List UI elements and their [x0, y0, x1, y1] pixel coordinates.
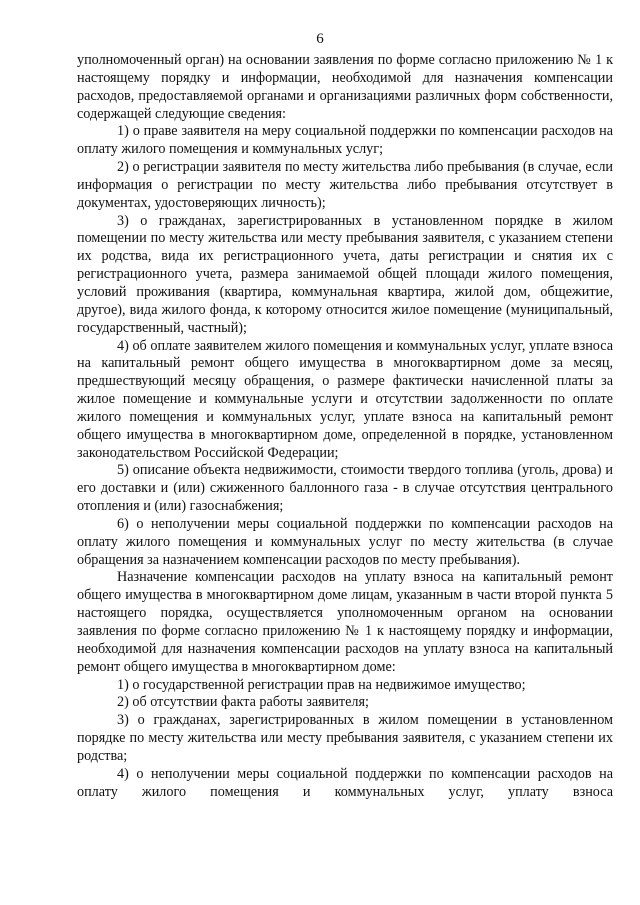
paragraph-item-5: 5) описание объекта недвижимости, стоимости твердого топлива (уголь, дрова) и его доставки и (или) сжиженного баллонного газа - в случае отсутствия центрального отопления и (или) газоснабжения;: [77, 462, 613, 515]
paragraph-sub-item-1: 1) о государственной регистрации прав на недвижимое имущество;: [117, 676, 526, 693]
paragraph-capital-repair: Назначение компенсации расходов на уплату взноса на капитальный ремонт общего имущества в многоквартирном доме лицам, указанным в части второй пункта 5 настоящего порядка, осуществляется уполномоченным органом на основании заявления по форме согласно приложению № 1 к настоящему порядку и информации, необходимой для назначения компенсации расходов на уплату взноса на капитальный ремонт общего имущества в многоквартирном доме:: [77, 569, 613, 675]
paragraph-sub-item-2: 2) об отсутствии факта работы заявителя;: [117, 694, 369, 711]
paragraph-item-2: 2) о регистрации заявителя по месту жительства либо пребывания (в случае, если информация о регистрации по месту жительства либо пребывания отсутствует в документах, удостоверяющих личность);: [77, 159, 613, 211]
paragraph-sub-item-3: 3) о гражданах, зарегистрированных в жилом помещении в установленном порядке по месту жительства или месту пребывания заявителя, с указанием степени их родства;: [77, 712, 613, 764]
paragraph-sub-item-4: 4) о неполучении меры социальной поддержки по компенсации расходов на оплату жилого помещения и коммунальных услуг, уплату взноса: [77, 765, 613, 800]
paragraph-item-3: 3) о гражданах, зарегистрированных в установленном порядке в жилом помещении по месту жительства или месту пребывания заявителя, с указанием степени их родства, вида их регистрационного учета, даты регистрации и снятия их с регистрационного учета, размера занимаемой общей площади жилого помещения, условий проживания (квартира, коммунальная квартира, жилой дом, общежитие, другое), вида жилого фонда, к которому относится жилое помещение (муниципальный, государственный, частный);: [77, 212, 613, 336]
paragraph-item-6: 6) о неполучении меры социальной поддержки по компенсации расходов на оплату жилого помещения и коммунальных услуг по месту жительства (в случае обращения за назначением компенсации расходов по месту пребывания).: [77, 515, 613, 568]
paragraph-item-4: 4) об оплате заявителем жилого помещения и коммунальных услуг, уплате взноса на капитальный ремонт общего имущества в многоквартирном доме за месяц, предшествующий месяцу обращения, о размере фактически начисленной платы за жилое помещение и коммунальные услуги и отсутствии задолженности по оплате жилого помещения и коммунальных услуг, уплате взноса на капитальный ремонт общего имущества в многоквартирном доме, определенной в порядке, установленном законодательством Российской Федерации;: [77, 337, 613, 461]
page-number: 6: [316, 31, 324, 47]
document-body: [77, 52, 613, 801]
paragraph-intro: уполномоченный орган) на основании заявления по форме согласно приложению № 1 к настоящему порядку и информации, необходимой для назначения компенсации расходов, предоставляемой органами и организациями различных форм собственности, содержащей следующие сведения:: [77, 52, 613, 122]
paragraph-item-1: 1) о праве заявителя на меру социальной поддержки по компенсации расходов на оплату жилого помещения и коммунальных услуг;: [77, 123, 613, 158]
